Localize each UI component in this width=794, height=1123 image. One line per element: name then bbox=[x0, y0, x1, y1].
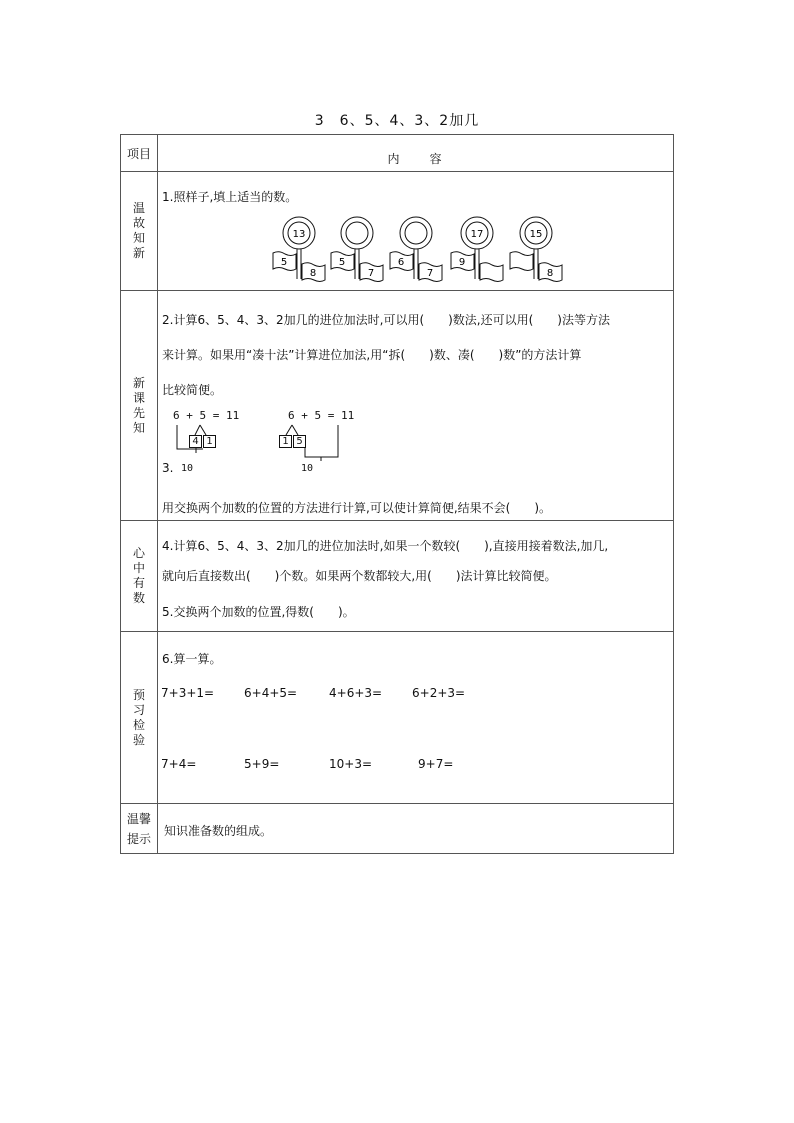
header-content: 内 容 bbox=[387, 152, 444, 166]
q2-line2: 来计算。如果用“凑十法”计算进位加法,用“拆( )数、凑( )数”的方法计算 bbox=[162, 348, 582, 362]
header-project: 项目 bbox=[121, 135, 158, 171]
section-tip bbox=[121, 804, 673, 853]
review-content bbox=[158, 172, 673, 290]
flag-left-number: 9 bbox=[458, 257, 466, 268]
exercise-item: 5+9= bbox=[244, 757, 280, 771]
flag-left-number: 5 bbox=[280, 257, 288, 268]
exercise-item: 9+7= bbox=[418, 757, 454, 771]
q3-left-equation: 6 + 5 = 11 bbox=[173, 409, 240, 422]
worksheet-table bbox=[120, 134, 674, 854]
q3-right-equation: 6 + 5 = 11 bbox=[288, 409, 355, 422]
flower bbox=[390, 217, 442, 282]
flower bbox=[510, 217, 562, 282]
flag-right-number: 8 bbox=[309, 268, 317, 279]
q3-right-ten: 10 bbox=[301, 463, 314, 474]
new-lesson-content bbox=[158, 291, 673, 520]
q1-text: 1.照样子,填上适当的数。 bbox=[162, 190, 298, 204]
flower-inner-ring bbox=[405, 222, 427, 244]
flower bbox=[331, 217, 383, 282]
flower-inner-ring bbox=[346, 222, 368, 244]
exercise-item: 6+4+5= bbox=[244, 686, 298, 700]
flag-left-number: 5 bbox=[338, 257, 346, 268]
flag-left-number: 6 bbox=[397, 257, 405, 268]
flower-center-number: 17 bbox=[470, 229, 484, 240]
q2-line1: 2.计算6、5、4、3、2加几的进位加法时,可以用( )数法,还可以用( )法等方法 bbox=[162, 313, 610, 327]
flag-left bbox=[510, 252, 533, 271]
section-preview-check bbox=[121, 632, 673, 804]
q4-line1: 4.计算6、5、4、3、2加几的进位加法时,如果一个数较( ),直接用接着数法,加几, bbox=[162, 539, 609, 553]
q6-text: 6.算一算。 bbox=[162, 652, 222, 666]
section-in-mind bbox=[121, 521, 673, 632]
section-new-lesson bbox=[121, 291, 673, 521]
q3-left-part-box: 4 bbox=[189, 435, 202, 448]
flag-right bbox=[480, 263, 503, 282]
q3-left-ten: 10 bbox=[181, 463, 194, 474]
flower-center-number: 13 bbox=[292, 229, 306, 240]
label-tip: 温馨 提示 bbox=[121, 804, 158, 853]
flag-right-number: 7 bbox=[426, 268, 434, 279]
in-mind-content bbox=[158, 521, 673, 631]
flag-right-number: 7 bbox=[367, 268, 375, 279]
section-review bbox=[121, 172, 673, 291]
label-review: 温 故 知 新 bbox=[121, 172, 158, 290]
label-in-mind: 心 中 有 数 bbox=[121, 521, 158, 631]
label-new-lesson: 新 课 先 知 bbox=[121, 291, 158, 520]
exercise-item: 7+3+1= bbox=[161, 686, 215, 700]
exercise-item: 10+3= bbox=[329, 757, 373, 771]
flag-right-number: 8 bbox=[546, 268, 554, 279]
flower bbox=[451, 217, 503, 282]
tip-text: 知识准备数的组成。 bbox=[164, 824, 273, 838]
exercise-item: 4+6+3= bbox=[329, 686, 383, 700]
header-row bbox=[121, 135, 673, 172]
exercise-item: 6+2+3= bbox=[412, 686, 466, 700]
q3-left-part-box: 1 bbox=[203, 435, 216, 448]
q5-text: 5.交换两个加数的位置,得数( )。 bbox=[162, 605, 355, 619]
q3-text: 用交换两个加数的位置的方法进行计算,可以使计算简便,结果不会( )。 bbox=[162, 501, 551, 515]
q3-right-part-box: 5 bbox=[293, 435, 306, 448]
q3-right-part-box: 1 bbox=[279, 435, 292, 448]
flower bbox=[273, 217, 325, 282]
flower-diagrams bbox=[158, 172, 673, 290]
page-title: 3 6、5、4、3、2加几 bbox=[314, 113, 480, 129]
preview-check-content bbox=[158, 632, 673, 803]
q3-number: 3. bbox=[162, 461, 174, 475]
exercise-item: 7+4= bbox=[161, 757, 197, 771]
tip-content bbox=[158, 804, 673, 853]
q4-line2: 就向后直接数出( )个数。如果两个数都较大,用( )法计算比较简便。 bbox=[162, 569, 557, 583]
q2-line3: 比较简便。 bbox=[162, 383, 223, 397]
label-preview-check: 预 习 检 验 bbox=[121, 632, 158, 803]
flower-center-number: 15 bbox=[529, 229, 543, 240]
